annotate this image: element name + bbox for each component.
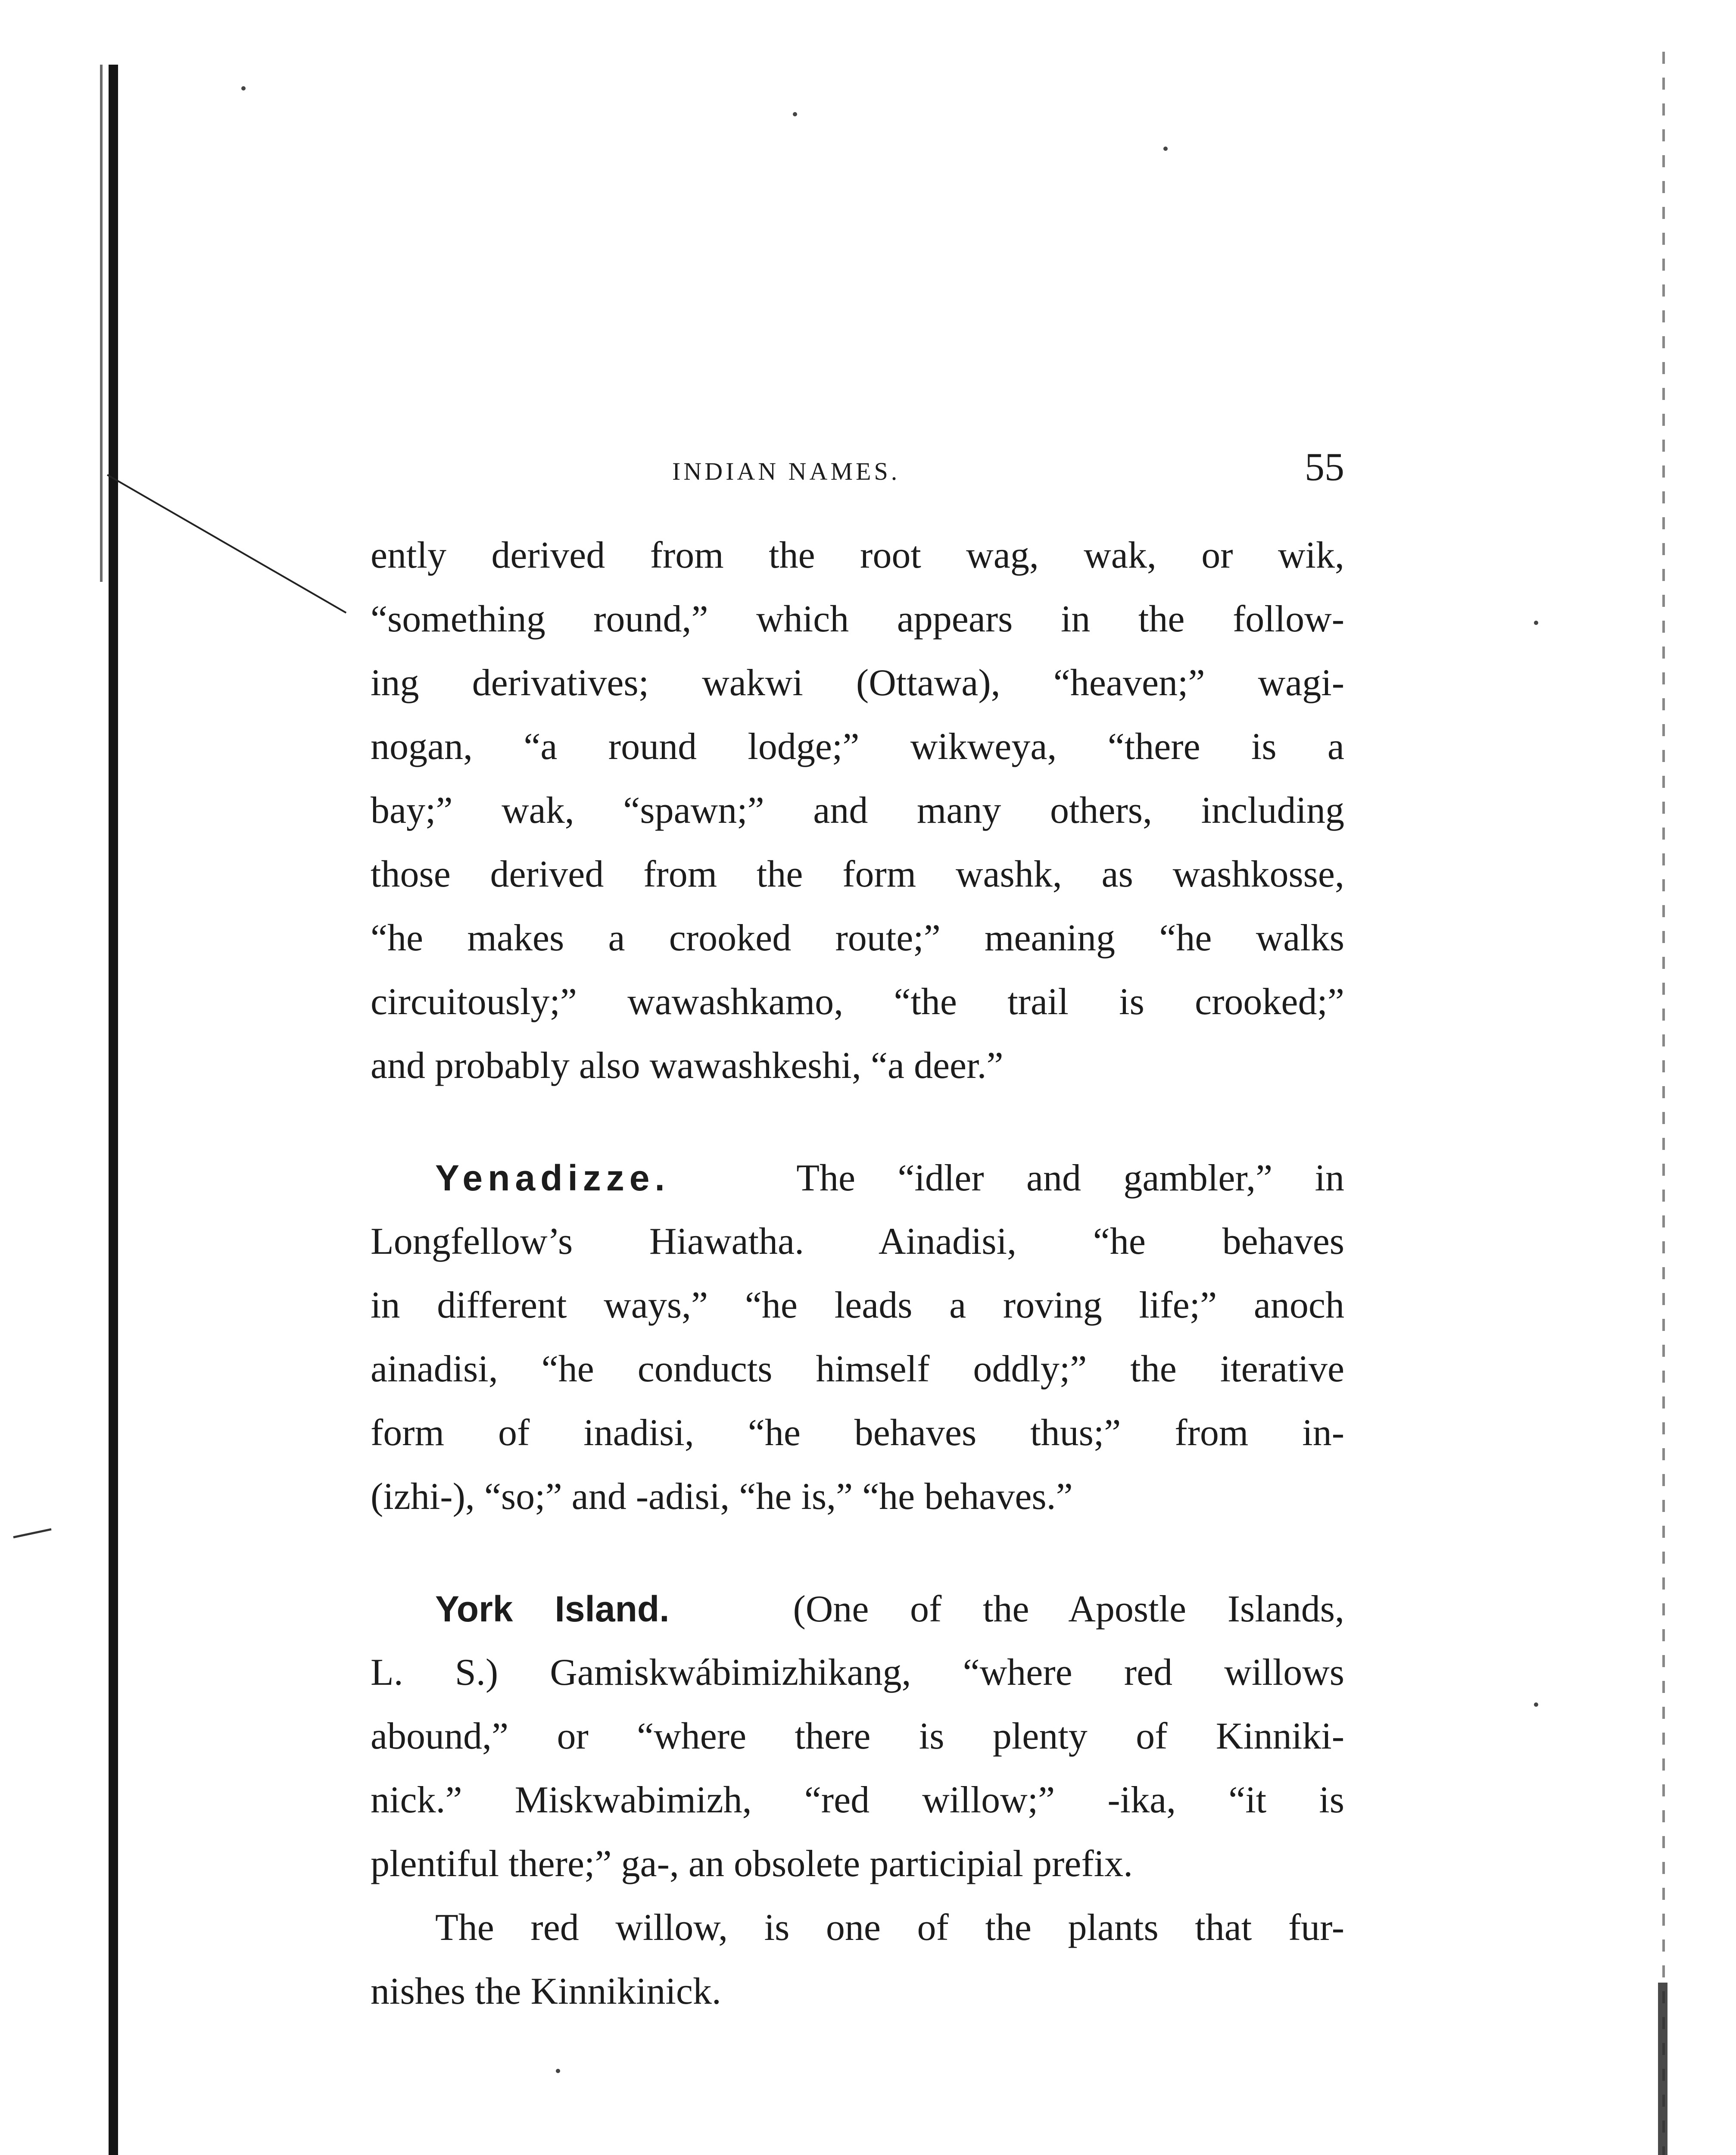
text-line: form of inadisi, “he behaves thus;” from in- <box>371 1412 1344 1454</box>
text-line: nishes the Kinnikinick. <box>371 1971 721 2012</box>
body-text <box>371 524 1344 2024</box>
text-line: and probably also wawashkeshi, “a deer.” <box>371 1045 1004 1087</box>
text-run: (One of the Apostle Islands, <box>793 1588 1344 1630</box>
text-line: circuitously;” wawashkamo, “the trail is crooked;” <box>371 981 1344 1023</box>
entry-term: Yenadizze. <box>435 1158 670 1198</box>
scan-speck <box>241 86 246 91</box>
binding-edge <box>109 65 118 2155</box>
scan-speck <box>556 2069 560 2073</box>
text-line: nick.” Miskwabimizh, “red willow;” -ika, “it is <box>371 1779 1344 1821</box>
entry-first-line <box>371 1577 1344 1641</box>
binding-edge-shadow <box>100 65 103 582</box>
text-line: (izhi-), “so;” and -adisi, “he is,” “he behaves.” <box>371 1476 1073 1518</box>
scan-speck <box>793 112 797 116</box>
text-run: The “idler and gambler,” in <box>796 1157 1344 1199</box>
paragraph-gap <box>371 1098 1344 1146</box>
text-line: those derived from the form washk, as washkosse, <box>371 853 1344 895</box>
text-line: nogan, “a round lodge;” wikweya, “there is a <box>371 726 1344 768</box>
text-line: plentiful there;” ga-, an obsolete participial prefix. <box>371 1843 1133 1885</box>
text-line: L. S.) Gamiskwábimizhikang, “where red willows <box>371 1652 1344 1693</box>
text-line: in different ways,” “he leads a roving life;” anoch <box>371 1284 1344 1326</box>
running-header <box>371 445 1344 500</box>
text-line: “something round,” which appears in the follow- <box>371 598 1344 640</box>
entry-first-line <box>371 1146 1344 1210</box>
scan-speck <box>1534 1702 1538 1707</box>
text-line: The red willow, is one of the plants that fur- <box>435 1907 1344 1949</box>
scan-speck <box>1163 147 1168 151</box>
page-edge-right <box>1662 52 1665 2155</box>
text-line: Longfellow’s Hiawatha. Ainadisi, “he behaves <box>371 1221 1344 1262</box>
running-head: INDIAN NAMES. <box>672 457 901 485</box>
text-line: ing derivatives; wakwi (Ottawa), “heaven;” wagi- <box>371 662 1344 704</box>
stray-pencil-line <box>107 474 346 613</box>
text-line: bay;” wak, “spawn;” and many others, including <box>371 790 1344 831</box>
scan-speck <box>1534 621 1538 625</box>
text-line: “he makes a crooked route;” meaning “he walks <box>371 917 1344 959</box>
entry-term: York Island. <box>435 1589 670 1629</box>
paragraph-gap <box>371 1529 1344 1577</box>
page-number: 55 <box>1305 445 1344 489</box>
text-line: ently derived from the root wag, wak, or wik, <box>371 534 1344 576</box>
page-edge-shadow <box>1658 1983 1667 2155</box>
stray-mark <box>13 1528 51 1539</box>
text-line: abound,” or “where there is plenty of Kinniki- <box>371 1715 1344 1757</box>
text-line: ainadisi, “he conducts himself oddly;” the iterative <box>371 1348 1344 1390</box>
